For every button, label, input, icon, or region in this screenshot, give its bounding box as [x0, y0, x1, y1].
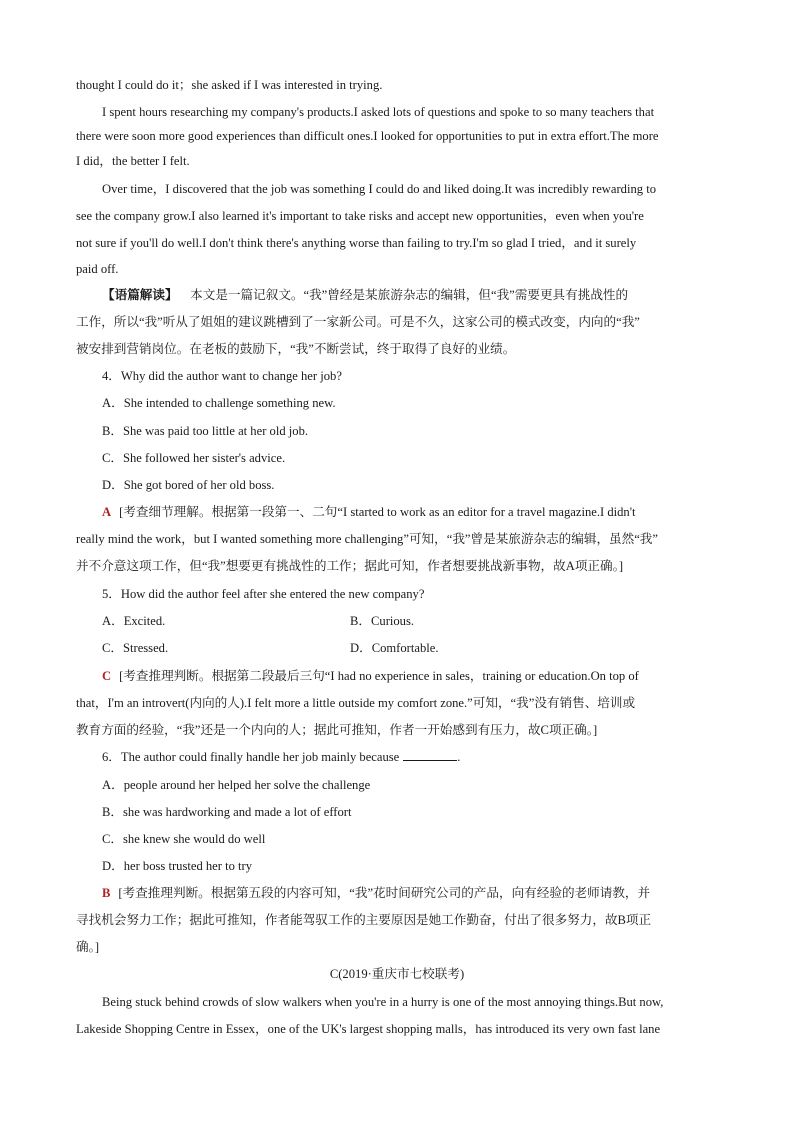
section-heading: C(2019·重庆市七校联考) [329, 967, 465, 981]
question-stem-end: . [457, 750, 461, 764]
option: B．Curious. [350, 614, 415, 628]
explanation-line: 教育方面的经验，“我”还是一个内向的人；据此可推知，作者一开始感到有压力，故C项正确。] [76, 723, 598, 737]
passage-line: I did，the better I felt. [76, 154, 190, 168]
explanation-line [102, 884, 726, 902]
option: C．She followed her sister's advice. [102, 451, 286, 465]
passage-line: paid off. [76, 262, 119, 276]
option: C．she knew she would do well [102, 832, 266, 846]
answer-mark: A [102, 505, 112, 519]
explanation-text: [考查推理判断。根据第五段的内容可知，“我”花时间研究公司的产品，向有经验的老师请教，并 [118, 886, 651, 900]
passage-line: Being stuck behind crowds of slow walkers when you're in a hurry is one of the most annoying things.But now, [102, 995, 664, 1009]
passage-line: thought I could do it；she asked if I was interested in trying. [76, 78, 383, 92]
option: B．she was hardworking and made a lot of effort [102, 805, 352, 819]
option: D．She got bored of her old boss. [102, 478, 275, 492]
interpretation-line: 被安排到营销岗位。在老板的鼓励下，“我”不断尝试，终于取得了良好的业绩。 [76, 342, 516, 356]
explanation-text: [考查细节理解。根据第一段第一、二句“I started to work as an editor for a travel magazine.I didn't [119, 505, 636, 519]
explanation-line: 确。] [76, 940, 100, 954]
question-stem [102, 748, 726, 766]
answer-mark: C [102, 669, 112, 683]
option: B．She was paid too little at her old job. [102, 424, 309, 438]
interpretation-text: 本文是一篇记叙文。“我”曾经是某旅游杂志的编辑，但“我”需要更具有挑战性的 [190, 288, 629, 302]
passage-line: Lakeside Shopping Centre in Essex，one of the UK's largest shopping malls，has introduced its very own fast lane [76, 1022, 661, 1036]
question-stem: 5．How did the author feel after she entered the new company? [102, 587, 425, 601]
passage-line: not sure if you'll do well.I don't think there's anything worse than failing to try.I'm so glad I tried，and it surely [76, 236, 637, 250]
passage-line: there were soon more good experiences than difficult ones.I looked for opportunities to put in extra effort.The more [76, 129, 659, 143]
explanation-text: [考查推理判断。根据第二段最后三句“I had no experience in sales，training or education.On top of [119, 669, 639, 683]
option: A．people around her helped her solve the challenge [102, 778, 371, 792]
option: A．She intended to challenge something new. [102, 396, 336, 410]
interpretation-tag: 【语篇解读】 [102, 288, 178, 302]
explanation-line: 寻找机会努力工作；据此可推知，作者能驾驭工作的主要原因是她工作勤奋，付出了很多努力，故B项正 [76, 913, 652, 927]
option: D．Comfortable. [350, 641, 439, 655]
explanation-line: that，I'm an introvert(内向的人).I felt more a little outside my comfort zone.”可知，“我”没有销售、培训或 [76, 696, 636, 710]
question-stem: 4．Why did the author want to change her job? [102, 369, 342, 383]
interpretation-line [102, 286, 726, 304]
explanation-line [102, 503, 726, 521]
explanation-line [102, 667, 726, 685]
explanation-line: 并不介意这项工作，但“我”想要更有挑战性的工作；据此可知，作者想要挑战新事物，故A项正确。] [76, 559, 624, 573]
interpretation-line: 工作，所以“我”听从了姐姐的建议跳槽到了一家新公司。可是不久，这家公司的模式改变，内向的“我” [76, 315, 640, 329]
answer-mark: B [102, 886, 111, 900]
option: A．Excited. [102, 614, 166, 628]
question-stem-text: 6．The author could finally handle her job mainly because [102, 750, 400, 764]
explanation-line: really mind the work，but I wanted something more challenging”可知，“我”曾是某旅游杂志的编辑，虽然“我” [76, 532, 658, 546]
answer-blank [403, 748, 457, 761]
passage-line: Over time，I discovered that the job was something I could do and liked doing.It was incredibly rewarding to [102, 182, 656, 196]
passage-line: I spent hours researching my company's products.I asked lots of questions and spoke to so many teachers that [102, 105, 655, 119]
option: C．Stressed. [102, 641, 169, 655]
passage-line: see the company grow.I also learned it's important to take risks and accept new opportunities，even when you're [76, 209, 644, 223]
option: D．her boss trusted her to try [102, 859, 253, 873]
